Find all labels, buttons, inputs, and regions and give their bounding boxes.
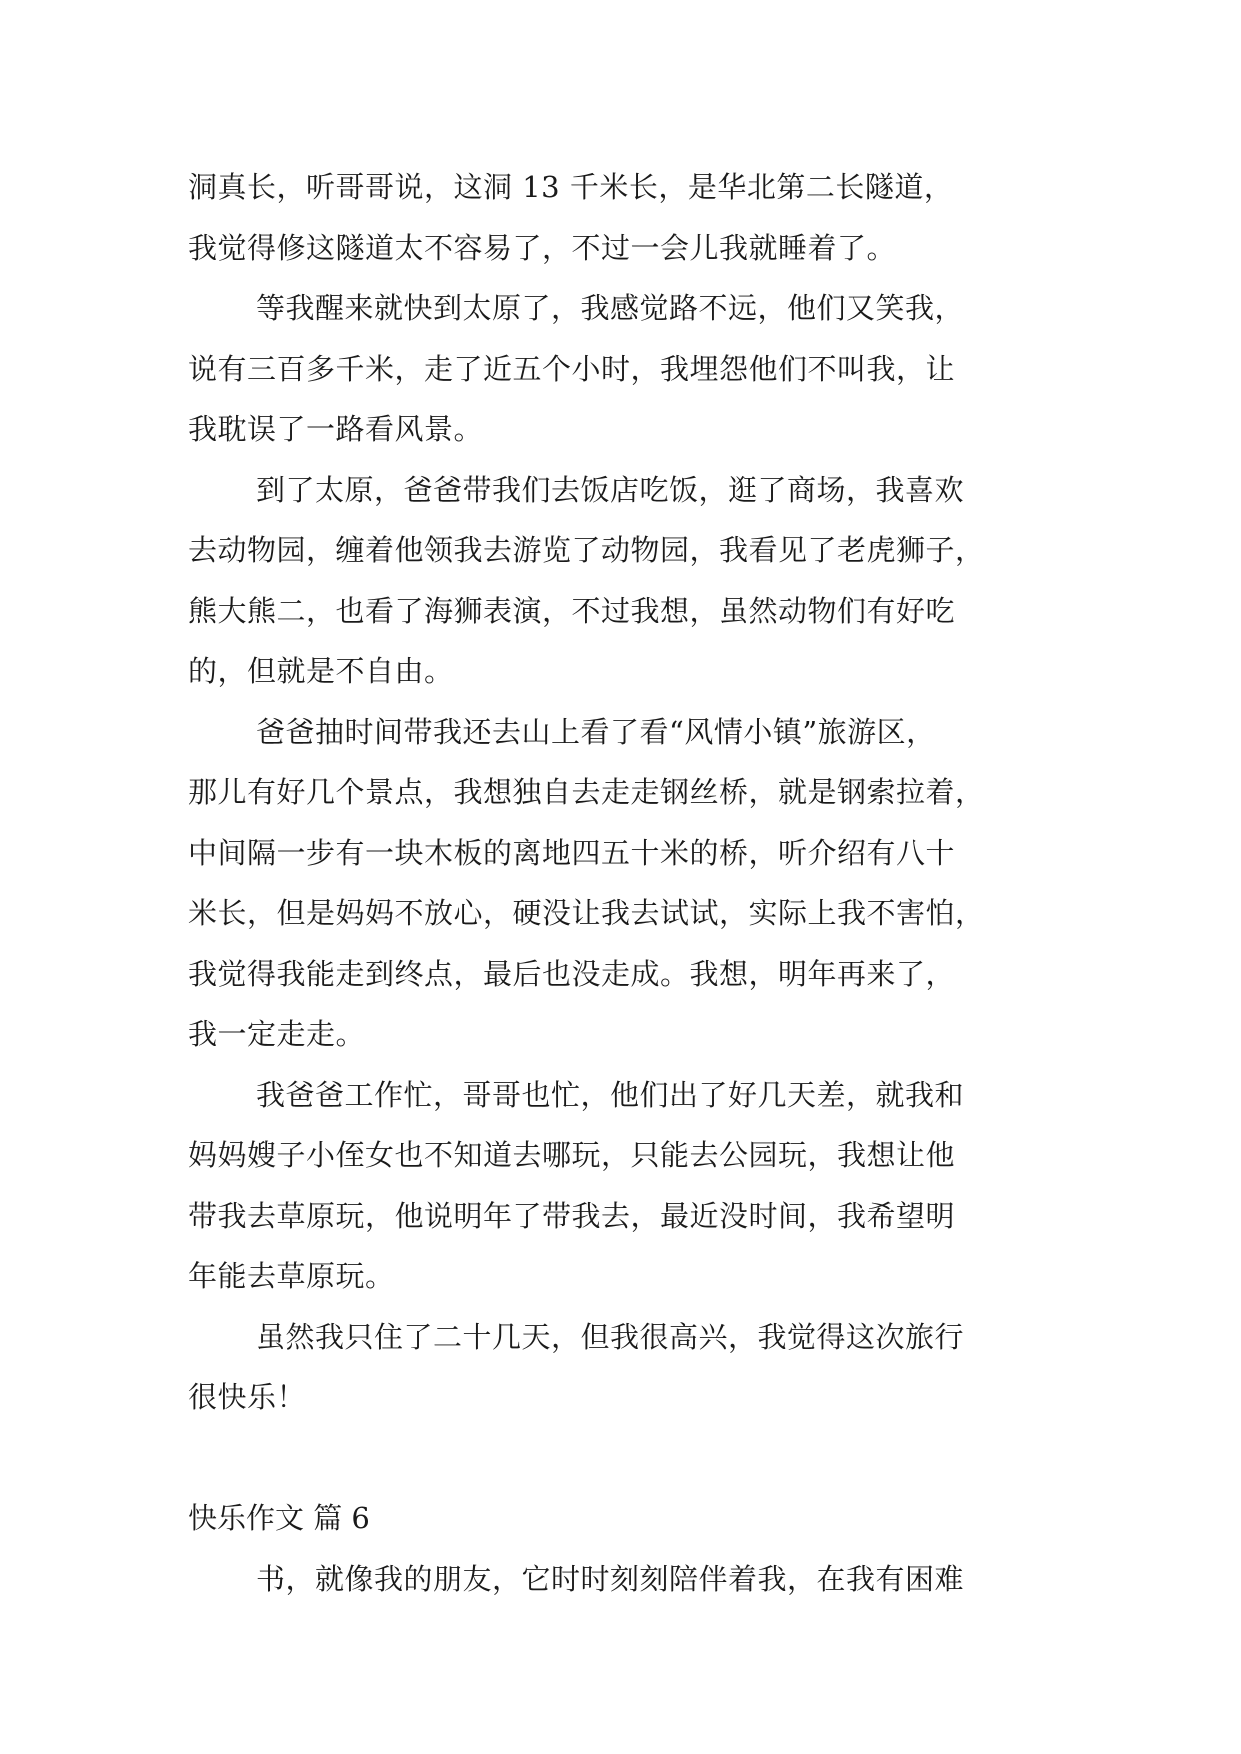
paragraph-first-line: 我爸爸工作忙，哥哥也忙，他们出了好几天差，就我和 [256,1077,965,1112]
section-heading: 快乐作文 篇 6 [188,1501,370,1535]
text-line: 很快乐！ [188,1380,307,1414]
text-line: 说有三百多千米，走了近五个小时，我埋怨他们不叫我，让 [188,351,956,386]
text-line: 中间隔一步有一块木板的离地四五十米的桥，听介绍有八十 [188,835,956,870]
text-line: 妈妈嫂子小侄女也不知道去哪玩，只能去公园玩，我想让他 [188,1138,956,1172]
text-line: 我觉得修这隧道太不容易了，不过一会儿我就睡着了。 [188,230,897,265]
paragraph-first-line: 虽然我只住了二十几天，但我很高兴，我觉得这次旅行 [256,1319,965,1354]
section-spacer [188,1428,1068,1489]
paragraph-first-line: 书，就像我的朋友，它时时刻刻陪伴着我，在我有困难 [256,1561,965,1596]
text-line: 米长，但是妈妈不放心，硬没让我去试试，实际上我不害怕， [188,896,985,930]
text-line: 去动物园，缠着他领我去游览了动物园，我看见了老虎狮子， [188,533,985,567]
text-line: 我耽误了一路看风景。 [188,412,484,446]
text-line: 熊大熊二，也看了海狮表演，不过我想，虽然动物们有好吃 [188,593,956,628]
text-line: 年能去草原玩。 [188,1259,395,1293]
document-body [188,157,1068,1609]
text-line: 那儿有好几个景点，我想独自去走走钢丝桥，就是钢索拉着， [188,775,985,809]
paragraph-first-line: 爸爸抽时间带我还去山上看了看“风情小镇”旅游区， [256,714,936,749]
text-line: 我觉得我能走到终点，最后也没走成。我想，明年再来了， [188,956,956,991]
text-line: 带我去草原玩，他说明年了带我去，最近没时间，我希望明 [188,1198,956,1233]
text-line: 洞真长，听哥哥说，这洞 13 千米长，是华北第二长隧道， [188,170,954,204]
text-line: 我一定走走。 [188,1017,366,1051]
text-line: 的，但就是不自由。 [188,654,454,688]
paragraph-first-line: 等我醒来就快到太原了，我感觉路不远，他们又笑我， [256,291,965,325]
paragraph-first-line: 到了太原，爸爸带我们去饭店吃饭，逛了商场，我喜欢 [256,472,965,507]
